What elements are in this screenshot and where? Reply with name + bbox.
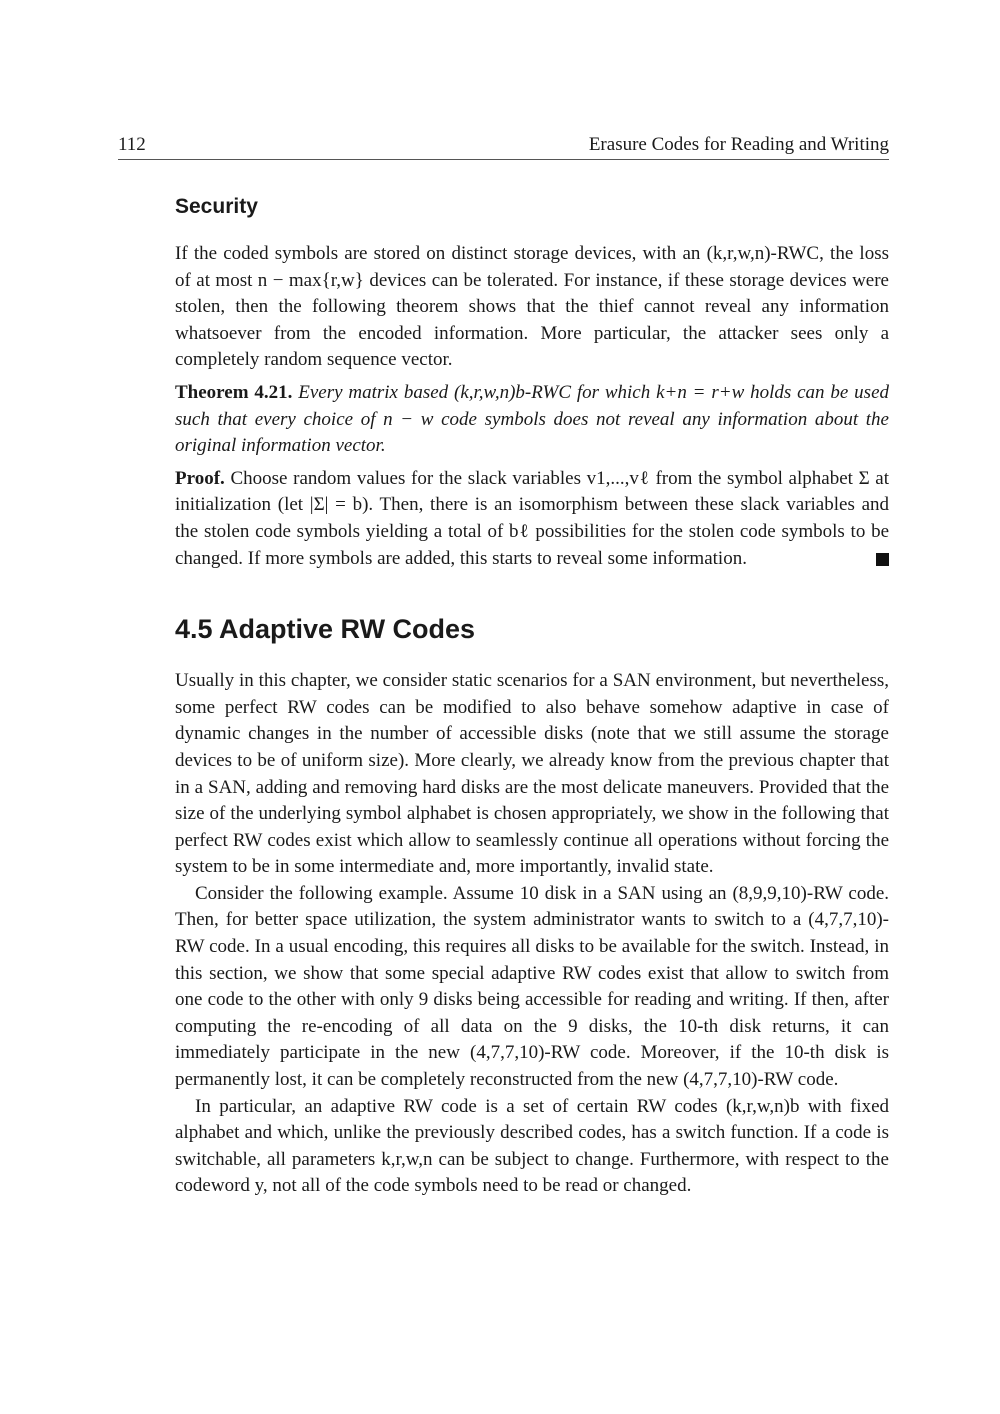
proof-body: Choose random values for the slack variables v1,...,vℓ from the symbol alphabet Σ at initialization (let |Σ| = b). Then, there is an isomorphism between these slack variables and the stolen code symbols yielding a total of bℓ possibilities for the stolen code symbols to be changed. If more symbols are added, this starts to reveal some information. xyxy=(175,467,890,569)
security-paragraph: If the coded symbols are stored on distinct storage devices, with an (k,r,w,n)-RWC, the loss of at most n − max{r,w} devices can be tolerated. For instance, if these storage devices were stolen, then the following theorem shows that the thief cannot reveal any information whatsoever from the encoded information. More particular, the attacker sees only a completely random sequence vector. xyxy=(175,243,889,371)
qed-square-icon xyxy=(876,553,889,566)
section-heading: 4.5 Adaptive RW Codes xyxy=(175,614,476,645)
section-paragraph-2: Consider the following example. Assume 10 disk in a SAN using an (8,9,9,10)-RW code. Then, for better space utilization, the system administrator wants to switch to a (4,7,7,10)-RW code. In a usual encoding, this requires all disks to be available for the switch. Instead, in this section, we show that some special adaptive RW codes exist that allow to switch from one code to the other with only 9 disks being accessible for reading and writing. If then, after computing the re-encoding of all data on the 9 disks, the 10-th disk returns, it can immediately participate in the new (4,7,7,10)-RW code. Moreover, if the 10-th disk is permanently lost, it can be completely reconstructed from the new (4,7,7,10)-RW code. xyxy=(175,882,889,1091)
security-heading: Security xyxy=(175,195,258,218)
page-header xyxy=(118,132,889,160)
section-paragraph-1: Usually in this chapter, we consider static scenarios for a SAN environment, but nevertheless, some perfect RW codes can be modified to also behave somehow adaptive in case of dynamic changes in the number of accessible disks (note that we still assume the storage devices to be of uniform size). More clearly, we already know from the previous chapter that in a SAN, adding and removing hard disks are the most delicate maneuvers. Provided that the size of the underlying symbol alphabet is chosen appropriately, we show in the following that perfect RW codes exist which allow to seamlessly continue all operations without forcing the system to be in some intermediate and, more importantly, invalid state. xyxy=(175,670,889,878)
theorem-label: Theorem 4.21. xyxy=(175,381,293,403)
page-number: 112 xyxy=(118,134,146,155)
proof-label: Proof. xyxy=(175,467,225,489)
running-title: Erasure Codes for Reading and Writing xyxy=(588,134,889,155)
theorem-4-21 xyxy=(175,380,889,460)
section-paragraph-3: In particular, an adaptive RW code is a set of certain RW codes (k,r,w,n)b with fixed alphabet and which, unlike the previously described codes, has a switch function. If a code is switchable, all parameters k,r,w,n can be subject to change. Furthermore, with respect to the codeword y, not all of the code symbols need to be read or changed. xyxy=(175,1095,889,1197)
proof xyxy=(175,466,889,572)
page-content xyxy=(175,193,889,1200)
theorem-body: Every matrix based (k,r,w,n)b-RWC for which k+n = r+w holds can be used such that every choice of n − w code symbols does not reveal any information about the original information vector. xyxy=(175,381,889,457)
